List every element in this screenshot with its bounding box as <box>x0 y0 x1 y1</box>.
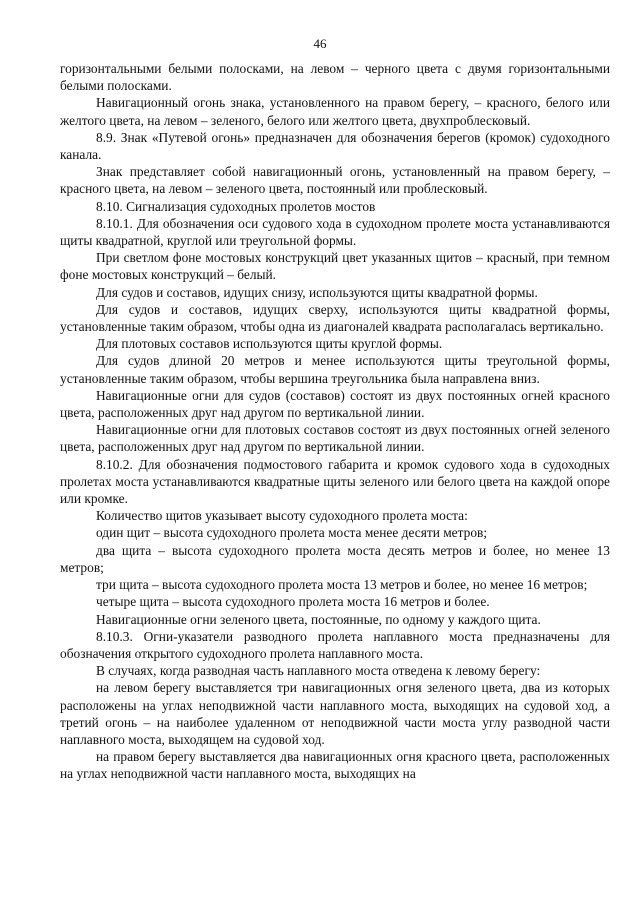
list-item: один щит – высота судоходного пролета моста менее десяти метров; <box>96 525 488 541</box>
paragraph: Для судов длиной 20 метров и менее используются щиты треугольной формы, установленные таким образом, чтобы вершина треугольника была направлена вниз. <box>60 353 610 386</box>
paragraph: Навигационные огни для плотовых составов состоят из двух постоянных огней зеленого цвета, расположенных друг над другом по вертикальной линии. <box>60 422 610 455</box>
paragraph: Знак представляет собой навигационный огонь, установленный на правом берегу, – красного цвета, на левом – зеленого цвета, постоянный или проблесковый. <box>60 164 610 197</box>
page-number: 46 <box>313 36 327 51</box>
list-item: три щита – высота судоходного пролета моста 13 метров и более, но менее 16 метров; <box>96 577 588 593</box>
paragraph: 8.10.3. Огни-указатели разводного пролета наплавного моста предназначены для обозначения открытого судоходного пролета наплавного моста. <box>60 628 610 661</box>
paragraph: В случаях, когда разводная часть наплавного моста отведена к левому берегу: <box>96 663 541 679</box>
document-body <box>60 60 610 783</box>
paragraph: При светлом фоне мостовых конструкций цвет указанных щитов – красный, при темном фоне мостовых конструкций – белый. <box>60 250 610 283</box>
list-item: четыре щита – высота судоходного пролета моста 16 метров и более. <box>96 594 490 610</box>
paragraph: 8.9. Знак «Путевой огонь» предназначен для обозначения берегов (кромок) судоходного канала. <box>60 129 610 163</box>
paragraph: горизонтальными белыми полосками, на левом – черного цвета с двумя горизонтальными белыми полосками. <box>60 61 610 94</box>
paragraph: 8.10.2. Для обозначения подмостового габарита и кромок судового хода в судоходных пролетах моста устанавливаются квадратные щиты зеленого или белого цвета на каждой опоре или кромке. <box>60 456 610 507</box>
list-item: на левом берегу выставляется три навигационных огня зеленого цвета, два из которых расположены на углах неподвижной части наплавного моста, выходящих на судовой ход, а третий огонь – на наиболее удаленном от неподвижной части моста углу разводной части наплавного моста, выходящем на судовой ход. <box>60 680 610 747</box>
paragraph: Для судов и составов, идущих сверху, используются щиты квадратной формы, установленные таким образом, чтобы одна из диагоналей квадрата располагалась вертикально. <box>60 301 610 335</box>
paragraph: Навигационные огни для судов (составов) состоят из двух постоянных огней красного цвета, расположенных друг над другом по вертикальной линии. <box>60 387 610 421</box>
list-item: на правом берегу выставляется два навигационных огня красного цвета, расположенных на углах неподвижной части наплавного моста, выходящих на <box>60 749 610 782</box>
paragraph: Навигационные огни зеленого цвета, постоянные, по одному у каждого щита. <box>96 611 541 627</box>
paragraph: 8.10.1. Для обозначения оси судового хода в судоходном пролете моста устанавливаются щиты квадратной, круглой или треугольной формы. <box>60 215 610 249</box>
paragraph: Количество щитов указывает высоту судоходного пролета моста: <box>96 508 468 524</box>
section-heading: 8.10. Сигнализация судоходных пролетов мостов <box>96 198 376 214</box>
paragraph: Для плотовых составов используются щиты круглой формы. <box>96 336 443 352</box>
paragraph: Навигационный огонь знака, установленного на правом берегу, – красного, белого или желтого цвета, на левом – зеленого, белого или желтого цвета, двухпроблесковый. <box>60 95 610 128</box>
list-item: два щита – высота судоходного пролета моста десять метров и более, но менее 13 метров; <box>60 542 610 575</box>
paragraph: Для судов и составов, идущих снизу, используются щиты квадратной формы. <box>96 284 538 300</box>
